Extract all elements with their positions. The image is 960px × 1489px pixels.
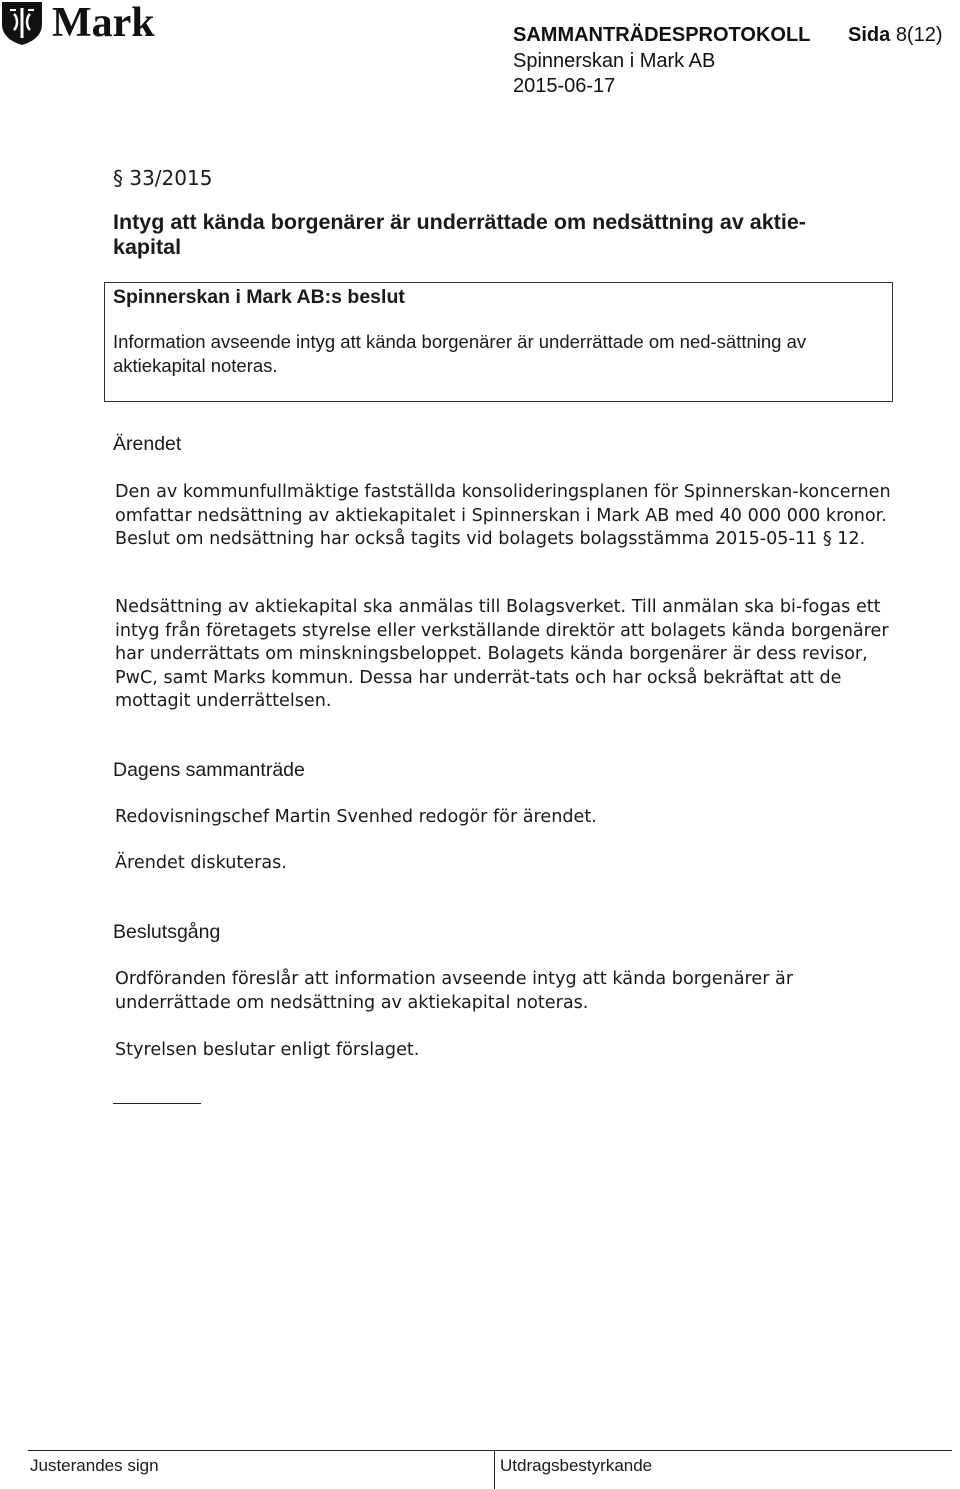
section-heading-dagens: Dagens sammanträde xyxy=(113,759,305,781)
item-title: Intyg att kända borgenärer är underrättade om nedsättning av aktie-kapital xyxy=(113,210,806,259)
footer-divider xyxy=(28,1450,952,1451)
arendet-paragraph-2: Nedsättning av aktiekapital ska anmälas till Bolagsverket. Till anmälan ska bi-fogas ett intyg från företagets styrelse eller verkställande direktör att bolagets kända borgenärer har underrättats om minskningsbeloppet. Bolagets kända borgenärer är dess revisor, PwC, samt Marks kommun. Dessa har underrät-tats och har också bekräftat att de mottagit underrättelsen. xyxy=(115,597,889,712)
beslutsgang-paragraph-1: Ordföranden föreslår att information avseende intyg att kända borgenärer är underrättade om nedsättning av aktiekapital noteras. xyxy=(115,969,794,1013)
meeting-date: 2015-06-17 xyxy=(513,75,616,97)
footer-utdragsbestyrkande: Utdragsbestyrkande xyxy=(500,1456,653,1475)
municipality-logo xyxy=(0,0,155,46)
footer-justerandes-sign: Justerandes sign xyxy=(30,1456,159,1475)
page-indicator xyxy=(848,24,943,47)
footer-separator xyxy=(494,1450,495,1489)
section-heading-beslutsgang: Beslutsgång xyxy=(113,921,221,943)
page-value: 8(12) xyxy=(895,24,943,46)
paragraph-number: § 33/2015 xyxy=(113,166,213,190)
page-label: Sida xyxy=(848,24,891,46)
arendet-paragraph-1: Den av kommunfullmäktige fastställda konsolideringsplanen för Spinnerskan-koncernen omfattar nedsättning av aktiekapitalet i Spinnerskan i Mark AB med 40 000 000 kronor. Beslut om nedsättning har också tagits vid bolagets bolagsstämma 2015-05-11 § 12. xyxy=(115,482,891,550)
beslutsgang-paragraph-2: Styrelsen beslutar enligt förslaget. xyxy=(115,1040,420,1060)
coat-of-arms-icon xyxy=(0,0,44,46)
decision-text: Information avseende intyg att kända borgenärer är underrättade om ned-sättning av aktiekapital noteras. xyxy=(113,331,807,376)
company-name: Spinnerskan i Mark AB xyxy=(513,50,716,72)
end-rule xyxy=(113,1103,201,1104)
decision-heading: Spinnerskan i Mark AB:s beslut xyxy=(113,286,405,308)
logo-wordmark: Mark xyxy=(52,0,155,46)
dagens-paragraph-1: Redovisningschef Martin Svenhed redogör för ärendet. xyxy=(115,807,597,827)
section-heading-arendet: Ärendet xyxy=(113,433,182,455)
dagens-paragraph-2: Ärendet diskuteras. xyxy=(115,853,287,873)
document-title: SAMMANTRÄDESPROTOKOLL xyxy=(513,24,811,46)
